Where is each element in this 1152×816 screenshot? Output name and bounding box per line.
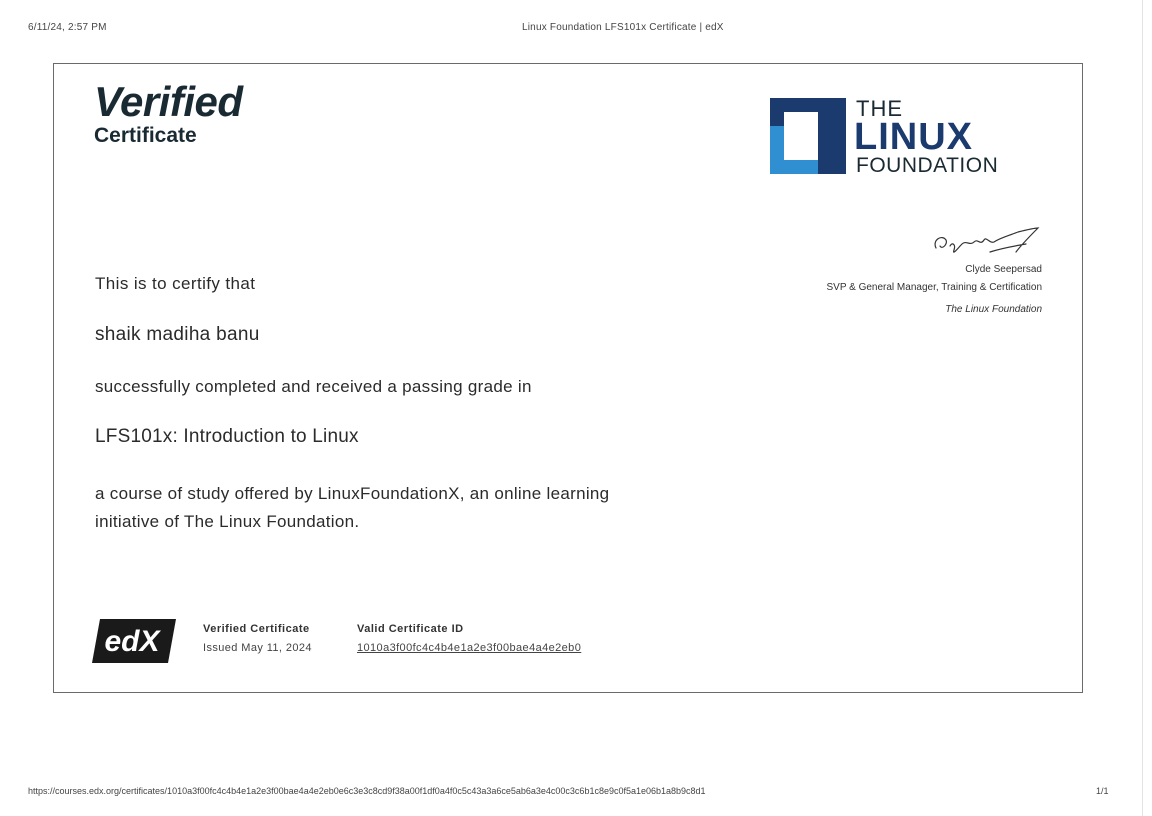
recipient-name: shaik madiha banu	[95, 324, 260, 345]
signature-icon	[930, 226, 1042, 260]
certificate-subheading: Certificate	[94, 124, 197, 147]
edx-logo-icon	[92, 617, 176, 665]
print-footer-url: https://courses.edx.org/certificates/1010a3f00fc4c4b4e1a2e3f00bae4a4e2eb0e6c3e3c8cd9f38a00f1df0a4f0c5c43a3a6ce5ab6a3e4c00c3c6b1c8e9c0f5a1e06b1a8b9c8d1	[28, 786, 706, 796]
linux-foundation-logo	[770, 98, 1010, 178]
verified-certificate-label: Verified Certificate	[203, 623, 310, 635]
linux-foundation-mark-icon	[770, 98, 846, 174]
edx-logo	[92, 617, 176, 665]
verified-heading: Verified	[94, 78, 243, 125]
print-page-number: 1/1	[1096, 786, 1109, 796]
course-title: LFS101x: Introduction to Linux	[95, 426, 359, 447]
print-timestamp: 6/11/24, 2:57 PM	[28, 22, 107, 33]
course-description: a course of study offered by LinuxFoundationX, an online learning initiative of The Linux Foundation.	[95, 484, 610, 531]
issued-date: Issued May 11, 2024	[203, 642, 312, 654]
certify-intro: This is to certify that	[95, 274, 256, 293]
certificate-id-link[interactable]: 1010a3f00fc4c4b4e1a2e3f00bae4a4e2eb0	[357, 642, 582, 654]
logo-text-linux: LINUX	[854, 116, 973, 158]
logo-text-the: THE	[856, 96, 903, 121]
certificate-frame	[53, 63, 1083, 693]
edx-logo-text: edX	[104, 625, 160, 658]
logo-text-foundation: FOUNDATION	[856, 154, 999, 177]
signatory-organization: The Linux Foundation	[945, 304, 1042, 315]
signatory-title: SVP & General Manager, Training & Certification	[826, 282, 1042, 293]
completion-statement: successfully completed and received a passing grade in	[95, 377, 532, 396]
certificate-id-label: Valid Certificate ID	[357, 623, 464, 635]
print-page-title: Linux Foundation LFS101x Certificate | edX	[522, 22, 724, 33]
signatory-name: Clyde Seepersad	[965, 264, 1042, 275]
